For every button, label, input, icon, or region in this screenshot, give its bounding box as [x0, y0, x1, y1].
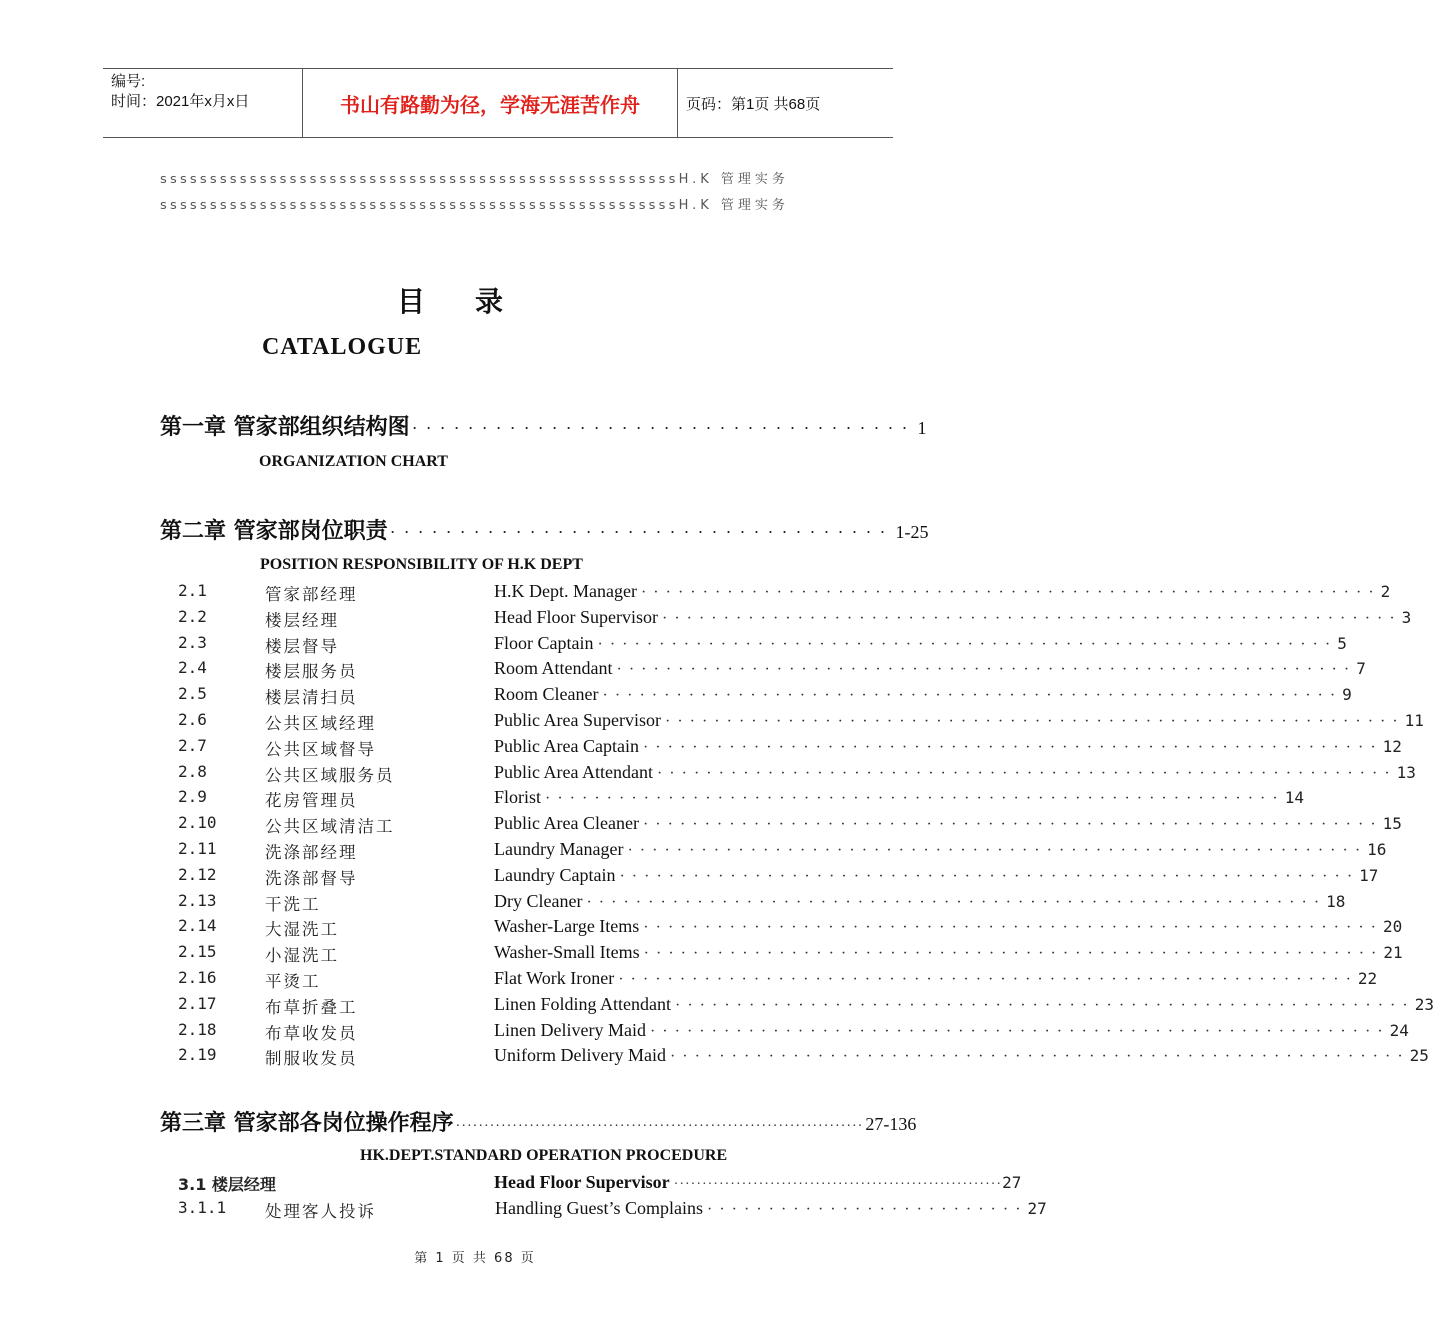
item-english-title: Head Floor Supervisor [494, 606, 658, 627]
item-english [494, 864, 1379, 886]
leader-dots: ·························································· [673, 1177, 1003, 1192]
leader-dots: ···························································· [664, 713, 1405, 730]
item-number: 2.2 [178, 606, 207, 626]
leader-dots: ···························································· [649, 1022, 1390, 1040]
item-english [494, 761, 1416, 783]
strip-suffix: H.K 管理实务 [678, 172, 789, 187]
item-english [494, 684, 1352, 705]
item-number: 2.4 [178, 658, 207, 678]
section-english [495, 1198, 1047, 1219]
item-page: 23 [1414, 994, 1434, 1014]
item-english [494, 813, 1402, 834]
item-english-title: Public Area Cleaner [494, 813, 639, 834]
toc-title-en: CATALOGUE [262, 334, 423, 360]
leader-dots: ···························································· [656, 764, 1397, 782]
serial-label: 编号: [111, 73, 146, 90]
time-label: 时间：2021年x月x日 [111, 93, 250, 110]
strip-line-1 [160, 168, 789, 187]
chapter-2-english: POSITION RESPONSIBILITY OF H.K DEPT [260, 556, 583, 573]
chapter-title: 第一章 管家部组织结构图 [160, 415, 410, 440]
page-footer: 第 1 页 共 68 页 [414, 1251, 536, 1266]
item-chinese-title: 洗涤部经理 [265, 843, 358, 862]
item-english-title: Laundry Manager [494, 839, 624, 859]
leader-dots: ···························································· [643, 945, 1384, 963]
item-english-title: Uniform Delivery Maid [494, 1045, 666, 1066]
toc-item[interactable] [178, 735, 1402, 760]
toc-item[interactable] [178, 813, 1402, 837]
item-english [494, 632, 1347, 654]
leader-dots: ···································· [389, 522, 894, 542]
item-english-title: Floor Captain [494, 632, 594, 653]
toc-title-cn: 目录 [396, 285, 553, 318]
item-english-title: Room Attendant [494, 658, 613, 679]
item-english [494, 839, 1387, 860]
leader-dots: ···························································· [618, 971, 1358, 988]
section-english [494, 1172, 1022, 1193]
item-page: 22 [1357, 969, 1378, 988]
toc-item[interactable] [178, 684, 1352, 708]
chapter-title: 第二章 管家部岗位职责 [160, 519, 388, 544]
leader-dots: ·························· [707, 1201, 1028, 1218]
toc-item[interactable] [178, 839, 1387, 863]
item-english-title: Dry Cleaner [494, 890, 583, 911]
leader-dots: ···································· [411, 418, 916, 438]
toc-item[interactable] [178, 787, 1304, 811]
item-page: 12 [1382, 736, 1402, 756]
leader-dots: ···························································· [627, 842, 1368, 859]
item-chinese-title: 楼层经理 [265, 610, 339, 630]
item-number: 2.18 [178, 1019, 217, 1039]
item-english-title: Washer-Small Items [494, 942, 640, 963]
section-3-1-1-entry[interactable] [178, 1198, 1047, 1222]
item-chinese-title: 楼层服务员 [265, 662, 358, 682]
item-english [494, 890, 1346, 912]
item-chinese-title: 布草收发员 [265, 1023, 358, 1043]
leader-dots: ···························································· [640, 584, 1381, 601]
item-number: 2.19 [178, 1045, 217, 1065]
item-page: 15 [1382, 814, 1402, 834]
item-page: 5 [1337, 633, 1347, 653]
item-number: 2.9 [178, 787, 207, 807]
item-page: 25 [1409, 1046, 1429, 1066]
toc-item[interactable] [178, 1019, 1409, 1044]
section-3-1-entry[interactable] [178, 1172, 1022, 1196]
section-chinese-title: 处理客人投诉 [265, 1202, 376, 1221]
item-page: 18 [1326, 891, 1346, 911]
leader-dots: ···························································· [602, 687, 1343, 705]
item-english [494, 968, 1378, 989]
chapter-page: 27-136 [865, 1114, 917, 1134]
item-english [494, 658, 1366, 679]
item-number: 2.11 [178, 839, 217, 858]
strip-glyphs: ꜱꜱꜱꜱꜱꜱꜱꜱꜱꜱꜱꜱꜱꜱꜱꜱꜱꜱꜱꜱꜱꜱꜱꜱꜱꜱꜱꜱꜱꜱꜱꜱꜱꜱꜱꜱꜱꜱꜱꜱꜱꜱꜱꜱꜱꜱꜱꜱꜱꜱꜱꜱ [160, 198, 679, 213]
toc-item[interactable] [178, 1045, 1429, 1069]
section-page: 27 [1002, 1173, 1022, 1192]
section-page: 27 [1027, 1199, 1047, 1218]
header-page-info: 页码：第1页 共68页 [686, 95, 821, 113]
item-page: 3 [1401, 607, 1412, 627]
toc-item[interactable] [178, 632, 1347, 657]
item-chinese-title: 制服收发员 [265, 1049, 358, 1069]
document-header [103, 68, 893, 138]
chapter-title: 第三章 管家部各岗位操作程序 [160, 1111, 454, 1136]
item-page: 20 [1382, 917, 1403, 937]
item-page: 16 [1367, 840, 1387, 859]
item-english [494, 581, 1391, 602]
item-english-title: Laundry Captain [494, 864, 616, 885]
item-english [494, 735, 1402, 757]
leader-dots: ···························································· [669, 1048, 1410, 1066]
item-english-title: Room Cleaner [494, 684, 599, 705]
toc-item[interactable] [178, 890, 1346, 915]
item-chinese-title: 楼层督导 [265, 636, 339, 656]
item-english [494, 993, 1434, 1015]
item-number: 2.16 [178, 968, 217, 987]
chapter-1-english: ORGANIZATION CHART [259, 453, 448, 470]
item-english-title: Linen Delivery Maid [494, 1019, 646, 1040]
leader-dots: ···························································· [642, 816, 1383, 834]
toc-item[interactable] [178, 658, 1366, 682]
item-chinese-title: 布草折叠工 [265, 997, 358, 1017]
toc-item[interactable] [178, 968, 1378, 992]
toc-item[interactable] [178, 993, 1434, 1018]
item-page: 24 [1389, 1020, 1409, 1040]
strip-suffix: H.K 管理实务 [678, 198, 789, 213]
chapter-2-entry[interactable] [160, 514, 929, 545]
item-number: 2.12 [178, 864, 217, 884]
toc-item[interactable] [178, 710, 1424, 734]
item-english-title: Linen Folding Attendant [494, 993, 671, 1014]
item-chinese-title: 干洗工 [265, 894, 321, 914]
leader-dots: ···························································· [643, 919, 1383, 937]
section-english-title: Handling Guest’s Complains [495, 1198, 703, 1218]
chapter-page: 1-25 [895, 522, 929, 542]
header-meta [103, 69, 303, 137]
item-page: 17 [1359, 865, 1379, 885]
strip-line-2 [160, 194, 789, 213]
leader-dots: ···························································· [545, 790, 1285, 808]
item-number: 2.8 [178, 761, 207, 781]
toc-item[interactable] [178, 581, 1391, 605]
item-english [494, 942, 1403, 963]
toc-item[interactable] [178, 916, 1403, 940]
item-page: 2 [1380, 582, 1391, 601]
item-page: 9 [1342, 685, 1352, 705]
leader-dots: ···························································· [642, 738, 1383, 756]
item-number: 2.13 [178, 890, 217, 910]
item-english-title: Florist [494, 787, 542, 808]
leader-dots: ········································································ [455, 1119, 864, 1134]
toc-item[interactable] [178, 606, 1412, 631]
toc-item[interactable] [178, 942, 1403, 966]
leader-dots: ···························································· [675, 996, 1415, 1014]
item-page: 11 [1404, 711, 1424, 730]
item-english-title: Public Area Attendant [494, 761, 653, 782]
item-english-title: Washer-Large Items [494, 916, 640, 937]
leader-dots: ···························································· [597, 635, 1338, 653]
item-number: 2.15 [178, 942, 217, 962]
strip-glyphs: ꜱꜱꜱꜱꜱꜱꜱꜱꜱꜱꜱꜱꜱꜱꜱꜱꜱꜱꜱꜱꜱꜱꜱꜱꜱꜱꜱꜱꜱꜱꜱꜱꜱꜱꜱꜱꜱꜱꜱꜱꜱꜱꜱꜱꜱꜱꜱꜱꜱꜱꜱꜱ [160, 172, 679, 187]
leader-dots: ···························································· [661, 609, 1402, 627]
section-number: 3.1.1 [178, 1198, 227, 1217]
item-number: 2.17 [178, 993, 217, 1013]
item-english-title: Public Area Captain [494, 735, 639, 756]
leader-dots: ···························································· [619, 867, 1360, 885]
item-chinese-title: 公共区域清洁工 [265, 817, 395, 837]
item-english [494, 606, 1412, 628]
item-page: 21 [1383, 943, 1403, 963]
header-motto: 书山有路勤为径，学海无涯苦作舟 [303, 69, 678, 137]
toc-item[interactable] [178, 761, 1416, 786]
item-chinese-title: 公共区域经理 [265, 714, 376, 733]
chapter-3-entry[interactable] [160, 1106, 917, 1137]
item-chinese-title: 小湿洗工 [265, 946, 339, 966]
item-chinese-title: 公共区域督导 [265, 739, 376, 759]
item-number: 2.7 [178, 735, 207, 755]
section-number: 3.1 楼层经理 [178, 1175, 276, 1194]
item-english-title: Public Area Supervisor [494, 710, 661, 730]
item-english [494, 1045, 1429, 1066]
item-chinese-title: 平烫工 [265, 972, 321, 991]
item-page: 14 [1284, 788, 1304, 808]
item-number: 2.1 [178, 581, 207, 600]
chapter-page: 1 [917, 418, 927, 438]
item-page: 7 [1356, 659, 1366, 679]
item-chinese-title: 大湿洗工 [265, 920, 339, 940]
item-english-title: Flat Work Ironer [494, 968, 615, 988]
item-number: 2.5 [178, 684, 207, 704]
item-chinese-title: 洗涤部督导 [265, 868, 358, 888]
item-number: 2.10 [178, 813, 217, 833]
item-number: 2.14 [178, 916, 217, 936]
item-number: 2.6 [178, 710, 207, 729]
item-chinese-title: 公共区域服务员 [265, 765, 395, 785]
item-english [494, 916, 1403, 937]
item-chinese-title: 楼层清扫员 [265, 688, 358, 708]
item-page: 13 [1396, 762, 1416, 782]
item-number: 2.3 [178, 632, 207, 652]
chapter-3-english: HK.DEPT.STANDARD OPERATION PROCEDURE [360, 1147, 728, 1164]
chapter-1-entry[interactable] [160, 410, 927, 441]
toc-item[interactable] [178, 864, 1379, 889]
item-english-title: H.K Dept. Manager [494, 581, 637, 601]
item-chinese-title: 花房管理员 [265, 791, 358, 811]
section-english-title: Head Floor Supervisor [494, 1172, 670, 1192]
item-english [494, 787, 1304, 808]
item-chinese-title: 管家部经理 [265, 585, 358, 604]
item-english [494, 1019, 1409, 1041]
leader-dots: ···························································· [616, 661, 1357, 679]
leader-dots: ···························································· [586, 893, 1327, 911]
item-english [494, 710, 1424, 731]
